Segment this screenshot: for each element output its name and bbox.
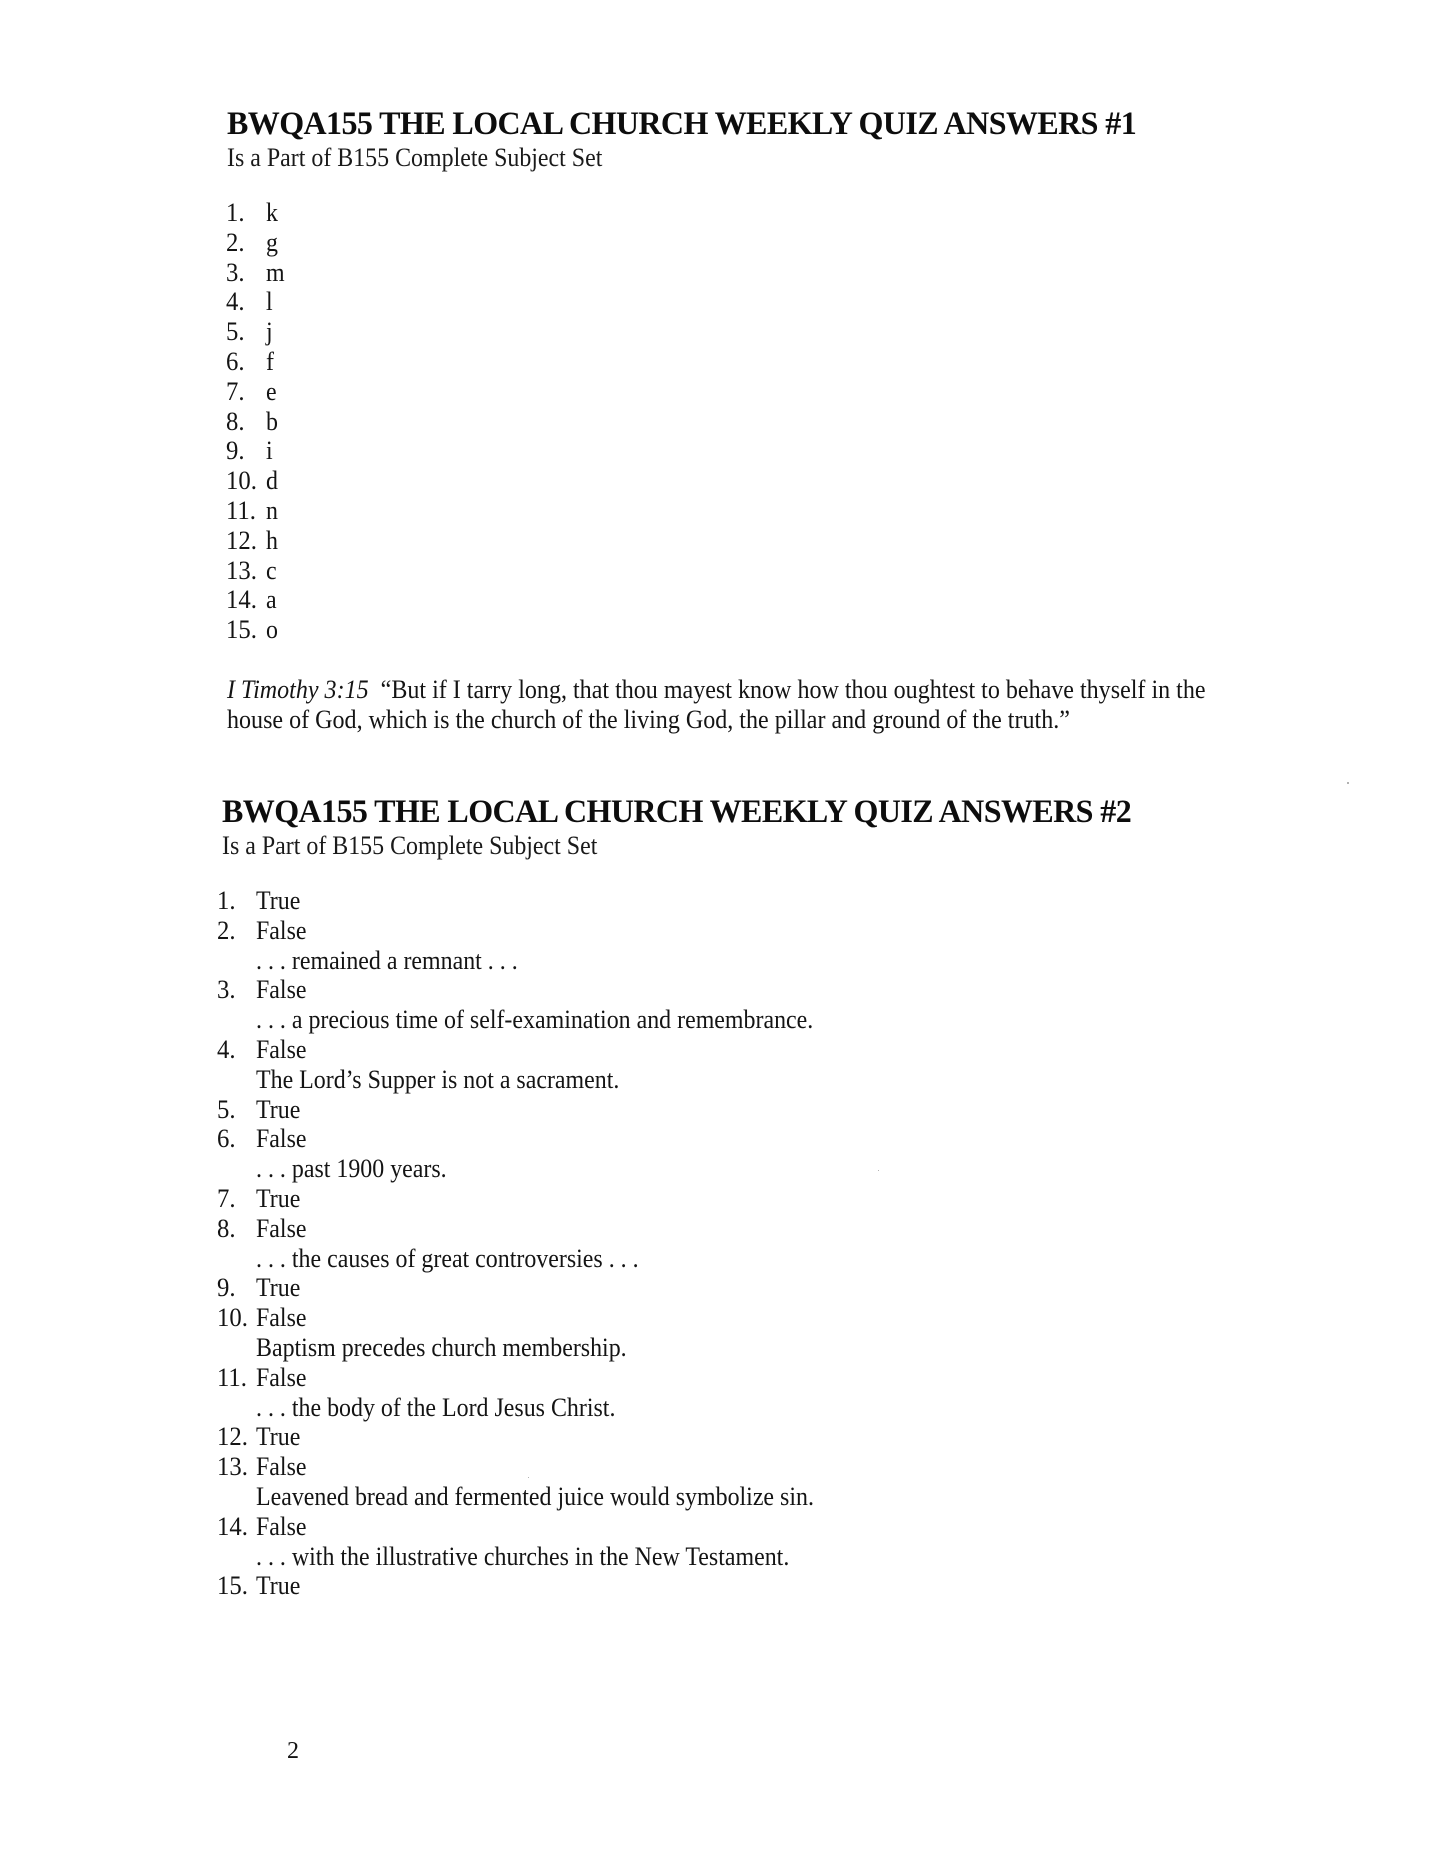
section-1-subtitle: Is a Part of B155 Complete Subject Set bbox=[227, 143, 603, 172]
answer-number: 12. bbox=[226, 525, 257, 555]
scan-speck bbox=[528, 1477, 529, 1478]
answer-number: 6. bbox=[226, 346, 245, 376]
scripture-verse bbox=[227, 675, 1206, 735]
answer-value: i bbox=[266, 436, 273, 466]
answer-number: 15. bbox=[217, 1571, 248, 1601]
answer-value: g bbox=[266, 227, 278, 257]
section-2-heading: BWQA155 THE LOCAL CHURCH WEEKLY QUIZ ANSWERS #2 bbox=[222, 794, 1132, 830]
answer-number: 1. bbox=[217, 886, 236, 915]
answer-number: 4. bbox=[217, 1034, 236, 1064]
answer-number: 1. bbox=[226, 198, 245, 227]
answer-value: j bbox=[266, 317, 273, 347]
answer-number: 2. bbox=[226, 227, 245, 257]
verse-text-line-2: house of God, which is the church of the living God, the pillar and ground of the truth.” bbox=[227, 705, 1070, 734]
answer-value: True bbox=[256, 1183, 301, 1213]
answer-value: False bbox=[256, 1362, 307, 1392]
answer-number: 14. bbox=[217, 1511, 248, 1541]
answer-value: k bbox=[266, 198, 278, 227]
answer-value: m bbox=[266, 257, 285, 287]
answer-number: 7. bbox=[226, 376, 245, 406]
answer-value: o bbox=[266, 615, 278, 645]
answer-number: 11. bbox=[217, 1362, 247, 1392]
answer-number: 10. bbox=[226, 466, 257, 496]
answer-note: . . . a precious time of self-examination and remembrance. bbox=[256, 1005, 814, 1035]
answer-note: . . . with the illustrative churches in the New Testament. bbox=[256, 1541, 790, 1571]
answer-value: f bbox=[266, 346, 274, 376]
answer-note: . . . the causes of great controversies . . . bbox=[256, 1243, 639, 1273]
answer-value: d bbox=[266, 466, 278, 496]
answer-note: Baptism precedes church membership. bbox=[256, 1332, 627, 1362]
answer-number: 6. bbox=[217, 1124, 236, 1154]
answer-note: . . . past 1900 years. bbox=[256, 1154, 447, 1184]
answer-value: False bbox=[256, 1034, 307, 1064]
answer-value: b bbox=[266, 406, 278, 436]
answer-value: n bbox=[266, 495, 278, 525]
answer-value: True bbox=[256, 1094, 301, 1124]
answer-number: 13. bbox=[217, 1452, 248, 1482]
answer-value: c bbox=[266, 555, 277, 585]
answer-value: a bbox=[266, 585, 277, 615]
answer-value: True bbox=[256, 1571, 301, 1601]
answer-number: 7. bbox=[217, 1183, 236, 1213]
answer-value: False bbox=[256, 1511, 307, 1541]
verse-reference: I Timothy 3:15 bbox=[227, 675, 369, 704]
answer-note: The Lord’s Supper is not a sacrament. bbox=[256, 1064, 620, 1094]
answer-number: 5. bbox=[226, 317, 245, 347]
answer-value: h bbox=[266, 525, 278, 555]
scan-speck bbox=[1347, 782, 1349, 784]
answer-number: 15. bbox=[226, 615, 257, 645]
answer-number: 14. bbox=[226, 585, 257, 615]
answer-number: 11. bbox=[226, 495, 256, 525]
verse-text-line-1: “But if I tarry long, that thou mayest know how thou oughtest to behave thyself in the bbox=[380, 675, 1206, 704]
answer-note: . . . remained a remnant . . . bbox=[256, 945, 518, 975]
answer-value: l bbox=[266, 287, 273, 317]
answer-number: 9. bbox=[217, 1273, 236, 1303]
answer-number: 4. bbox=[226, 287, 245, 317]
answer-number: 3. bbox=[226, 257, 245, 287]
answer-note: . . . the body of the Lord Jesus Christ. bbox=[256, 1392, 616, 1422]
answer-number: 9. bbox=[226, 436, 245, 466]
answer-number: 5. bbox=[217, 1094, 236, 1124]
answer-value: False bbox=[256, 1303, 307, 1333]
answer-value: True bbox=[256, 1273, 301, 1303]
answer-number: 8. bbox=[226, 406, 245, 436]
answer-value: False bbox=[256, 975, 307, 1005]
answer-value: False bbox=[256, 1452, 307, 1482]
answer-value: False bbox=[256, 1213, 307, 1243]
answer-value: e bbox=[266, 376, 277, 406]
page-number: 2 bbox=[287, 1738, 299, 1764]
answer-value: True bbox=[256, 1422, 301, 1452]
verse-line-1 bbox=[227, 675, 1206, 705]
answer-note: Leavened bread and fermented juice would symbolize sin. bbox=[256, 1481, 814, 1511]
section-2-subtitle: Is a Part of B155 Complete Subject Set bbox=[222, 831, 598, 860]
answer-value: False bbox=[256, 915, 307, 945]
answer-number: 13. bbox=[226, 555, 257, 585]
section-1-heading: BWQA155 THE LOCAL CHURCH WEEKLY QUIZ ANSWERS #1 bbox=[227, 106, 1137, 142]
answer-number: 10. bbox=[217, 1303, 248, 1333]
scan-speck bbox=[878, 1170, 879, 1171]
answer-number: 2. bbox=[217, 915, 236, 945]
answer-number: 8. bbox=[217, 1213, 236, 1243]
answer-value: True bbox=[256, 886, 301, 915]
answer-value: False bbox=[256, 1124, 307, 1154]
answer-number: 3. bbox=[217, 975, 236, 1005]
answer-number: 12. bbox=[217, 1422, 248, 1452]
